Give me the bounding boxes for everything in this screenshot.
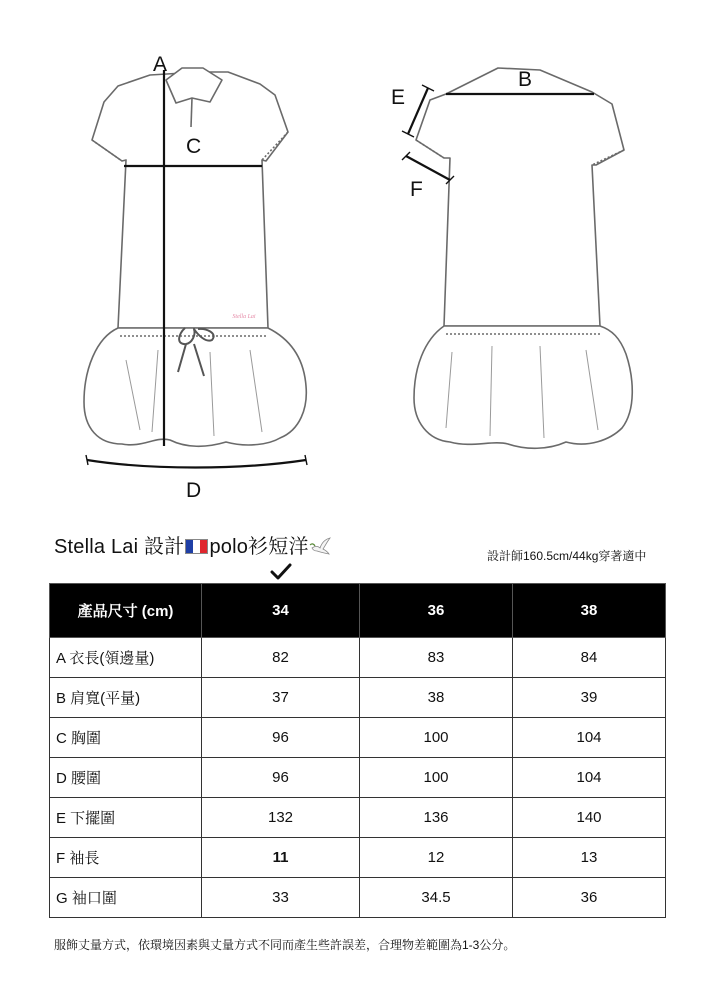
table-row [50, 838, 666, 878]
cell-value: 36 [513, 878, 666, 918]
dress-front-drawing [84, 68, 306, 446]
cell-value: 37 [202, 678, 360, 718]
cell-value: 11 [202, 838, 360, 878]
row-label: D 腰圍 [50, 758, 202, 798]
cell-value: 132 [202, 798, 360, 838]
cell-value: 140 [513, 798, 666, 838]
table-row [50, 758, 666, 798]
table-row [50, 638, 666, 678]
product-title [54, 530, 331, 559]
header-size-36: 36 [360, 584, 513, 638]
label-f: F [410, 178, 423, 201]
header-size-38: 38 [513, 584, 666, 638]
cell-value: 83 [360, 638, 513, 678]
cell-value: 39 [513, 678, 666, 718]
cell-value: 82 [202, 638, 360, 678]
cell-value: 12 [360, 838, 513, 878]
header-size-34: 34 [202, 584, 360, 638]
cell-value: 38 [360, 678, 513, 718]
check-icon [270, 563, 292, 581]
label-b: B [518, 68, 533, 91]
row-label: B 肩寬(平量) [50, 678, 202, 718]
size-chart-table [49, 583, 666, 918]
cell-value: 84 [513, 638, 666, 678]
measurement-footnote: 服飾丈量方式，依環境因素與丈量方式不同而產生些許誤差，合理物差範圍為1-3公分。 [54, 938, 516, 952]
table-row [50, 718, 666, 758]
dove-icon [309, 536, 331, 556]
cell-value: 104 [513, 758, 666, 798]
designer-fit-note: 設計師160.5cm/44kg穿著適中 [487, 549, 647, 563]
cell-value: 96 [202, 758, 360, 798]
row-label: F 袖長 [50, 838, 202, 878]
table-row [50, 678, 666, 718]
cell-value: 136 [360, 798, 513, 838]
label-c: C [186, 135, 202, 158]
cell-value: 33 [202, 878, 360, 918]
dress-back-drawing [414, 68, 632, 448]
france-flag-icon [185, 539, 208, 554]
header-size-label: 產品尺寸 (cm) [50, 584, 202, 638]
cell-value: 13 [513, 838, 666, 878]
title-suffix: polo衫短洋 [209, 536, 309, 558]
row-label: E 下擺圍 [50, 798, 202, 838]
title-prefix: Stella Lai 設計 [54, 536, 185, 558]
cell-value: 100 [360, 718, 513, 758]
table-header-row [50, 584, 666, 638]
table-row [50, 798, 666, 838]
label-d: D [186, 479, 202, 502]
row-label: C 胸圍 [50, 718, 202, 758]
row-label: G 袖口圍 [50, 878, 202, 918]
cell-value: 34.5 [360, 878, 513, 918]
brand-logo-script: Stella Lai [232, 314, 256, 320]
cell-value: 96 [202, 718, 360, 758]
label-a: A [153, 53, 168, 76]
row-label: A 衣長(領邊量) [50, 638, 202, 678]
label-e: E [391, 86, 406, 109]
table-row [50, 878, 666, 918]
cell-value: 100 [360, 758, 513, 798]
cell-value: 104 [513, 718, 666, 758]
